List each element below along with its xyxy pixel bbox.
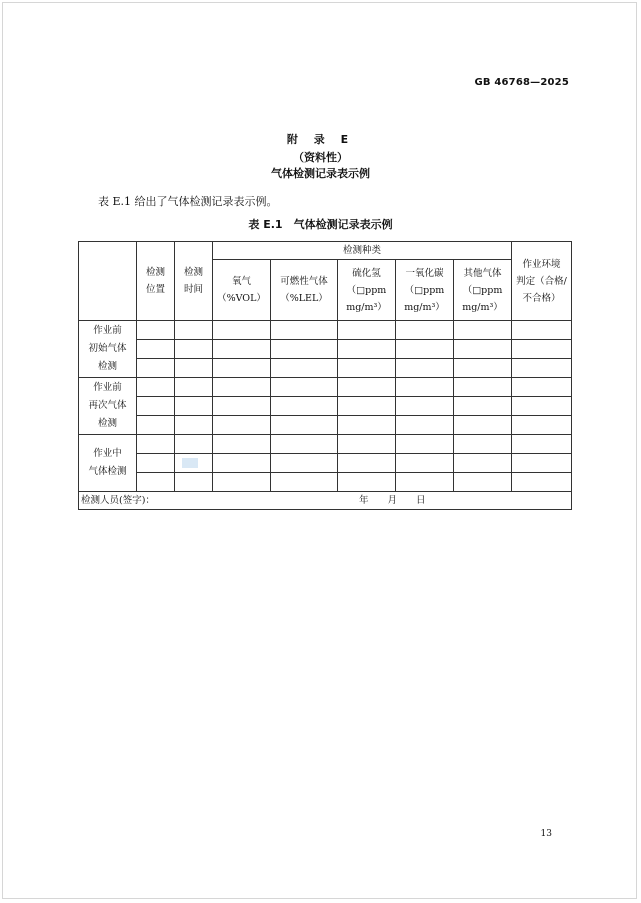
gas-detection-record-table (78, 241, 572, 510)
row-group-label: 作业中 气体检测 (79, 435, 137, 492)
signature-row (79, 492, 572, 510)
table-row (79, 473, 572, 492)
header-judgement: 作业环境 判定（合格/ 不合格） (512, 242, 572, 321)
appendix-label: 附 录 E (286, 133, 355, 146)
appendix-title: 气体检测记录表示例 (271, 167, 370, 180)
page-number: 13 (540, 829, 552, 839)
table-row (79, 454, 572, 473)
header-position: 检测 位置 (137, 242, 175, 321)
table-row (79, 397, 572, 416)
table-row (79, 416, 572, 435)
table-row (79, 378, 572, 397)
row-group-label: 作业前 初始气体 检测 (79, 321, 137, 378)
header-time: 检测 时间 (175, 242, 213, 321)
header-other-gas: 其他气体 （□ppm mg/m³） (454, 260, 512, 321)
header-gas-types: 检测种类 (213, 242, 512, 260)
signature-date: 年 月 日 (359, 495, 426, 506)
table-row (79, 340, 572, 359)
header-h2s: 硫化氢 （□ppm mg/m³） (338, 260, 396, 321)
table-row (79, 321, 572, 340)
intro-paragraph: 表 E.1 给出了气体检测记录表示例。 (98, 195, 278, 208)
appendix-nature: （资料性） (293, 151, 348, 164)
corner-cell (79, 242, 137, 321)
highlight-mark (182, 458, 198, 468)
table-row (79, 359, 572, 378)
table-row (79, 435, 572, 454)
header-co: 一氧化碳 （□ppm mg/m³） (396, 260, 454, 321)
row-group-label: 作业前 再次气体 检测 (79, 378, 137, 435)
standard-number: GB 46768—2025 (474, 77, 569, 88)
signature-label: 检测人员(签字)： (81, 495, 155, 506)
header-oxygen: 氧气 （%VOL） (213, 260, 271, 321)
header-combustible: 可燃性气体 （%LEL） (271, 260, 338, 321)
table-caption: 表 E.1 气体检测记录表示例 (248, 218, 393, 231)
